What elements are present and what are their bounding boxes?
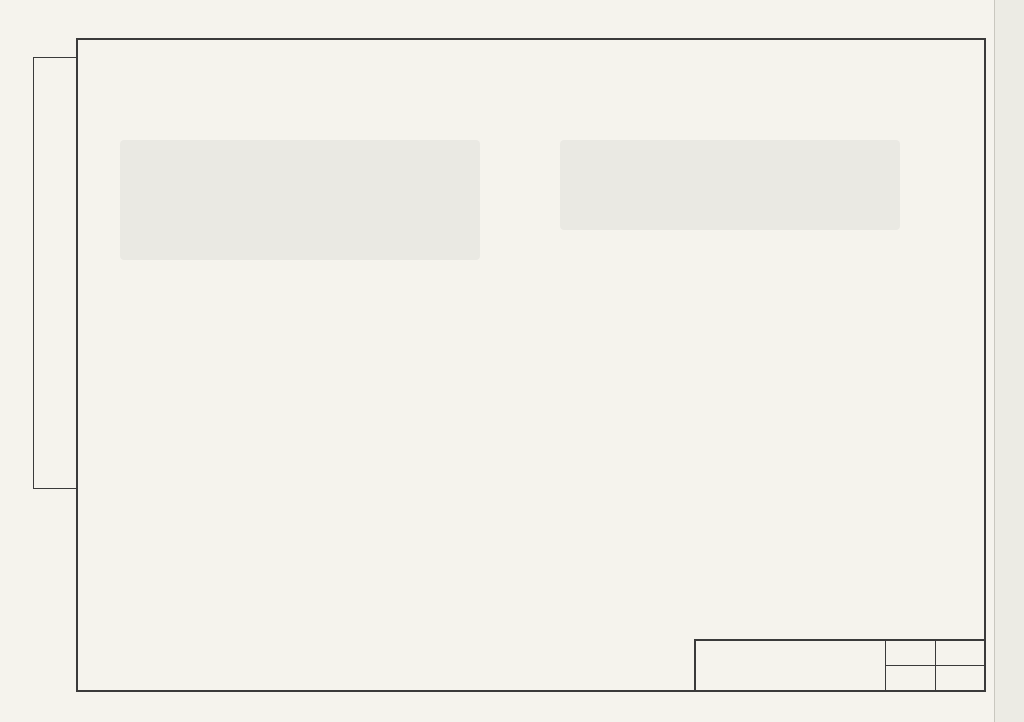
title-block <box>694 639 986 692</box>
drawing-name <box>696 641 886 692</box>
atlas-number-value <box>936 641 986 666</box>
right-column <box>563 130 918 182</box>
section-heading-content <box>563 130 918 156</box>
section-heading-usage <box>563 156 918 182</box>
left-column <box>147 135 492 187</box>
atlas-number-label <box>886 641 936 666</box>
adjacent-page-edge <box>994 0 1024 722</box>
signature-strip <box>33 57 76 489</box>
page-number-label <box>886 666 936 692</box>
section-heading-scope <box>147 135 492 161</box>
section-heading-basis <box>147 161 492 187</box>
page-number-value <box>936 666 986 692</box>
